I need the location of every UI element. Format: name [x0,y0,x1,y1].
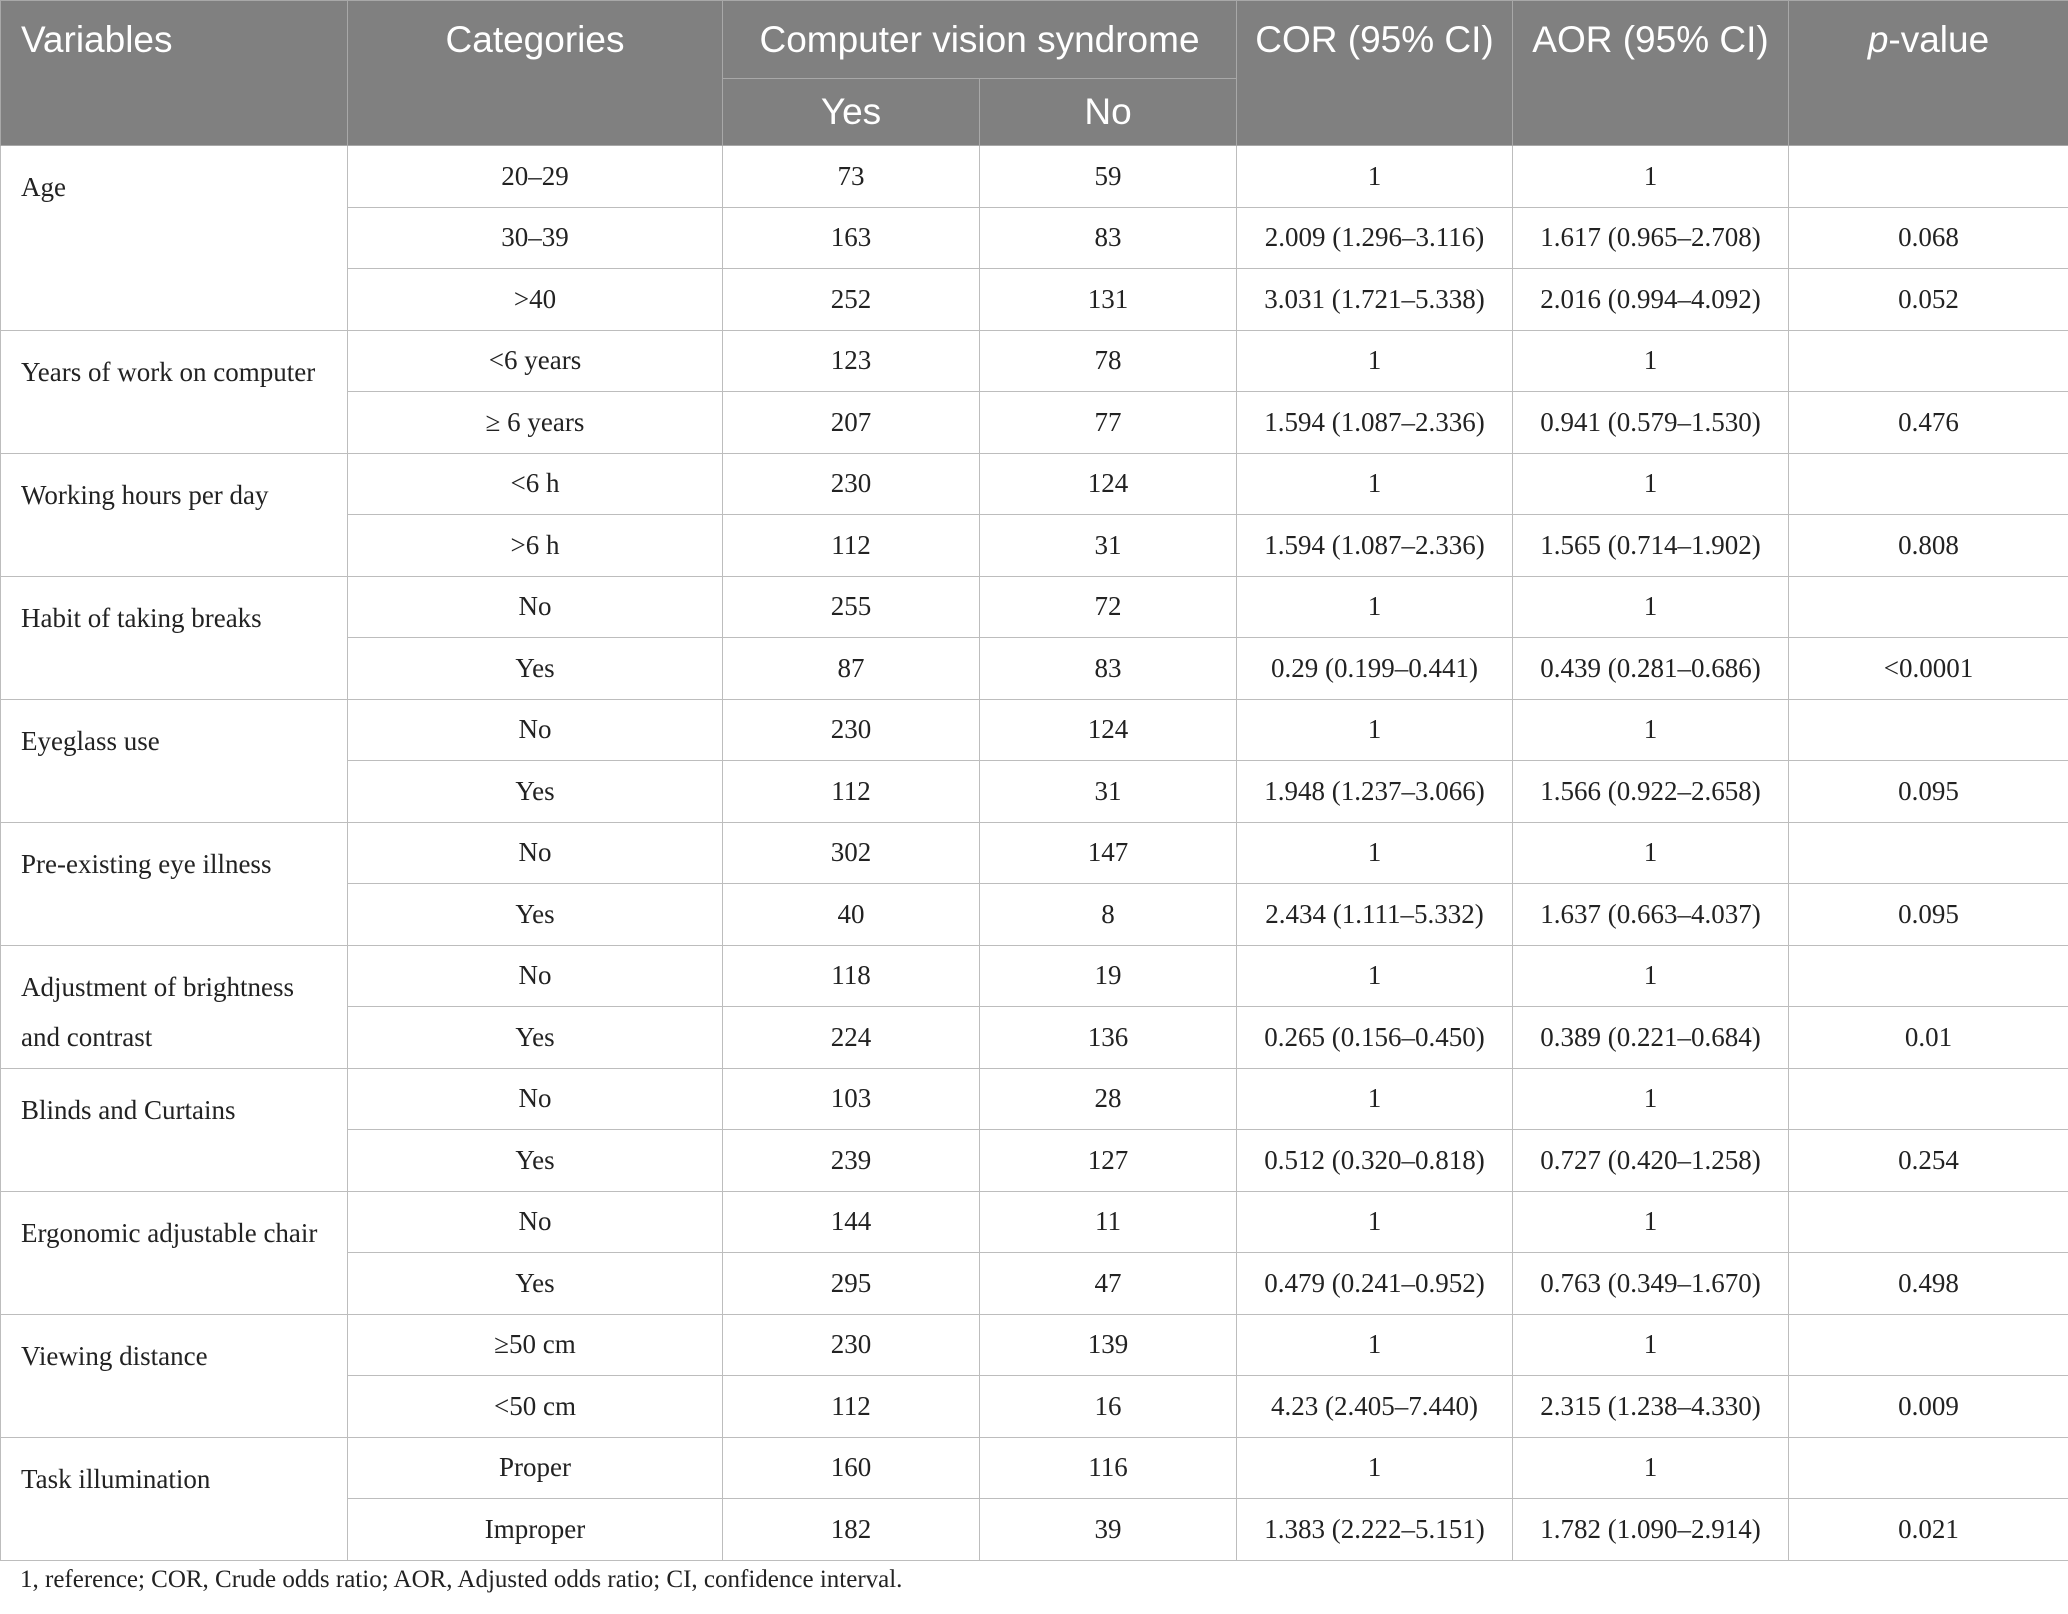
no-count-cell: 16 [980,1376,1237,1438]
no-count-cell: 83 [980,638,1237,700]
aor-cell: 2.315 (1.238–4.330) [1513,1376,1789,1438]
aor-cell: 1.637 (0.663–4.037) [1513,884,1789,946]
pvalue-cell: 0.254 [1789,1130,2068,1192]
no-count-cell: 47 [980,1253,1237,1315]
no-count-cell: 31 [980,761,1237,823]
category-cell: Yes [348,884,723,946]
aor-cell: 1 [1513,1191,1789,1253]
category-cell: >6 h [348,515,723,577]
yes-count-cell: 182 [723,1499,980,1561]
no-count-cell: 116 [980,1437,1237,1499]
table-footnote: 1, reference; COR, Crude odds ratio; AOR, Adjusted odds ratio; CI, confidence interval. [20,1566,903,1593]
cor-cell: 0.512 (0.320–0.818) [1237,1130,1513,1192]
pvalue-cell [1789,146,2068,208]
no-count-cell: 72 [980,576,1237,638]
pvalue-cell: 0.808 [1789,515,2068,577]
variable-cell: Pre-existing eye illness [1,822,348,945]
variable-cell: Viewing distance [1,1314,348,1437]
cor-cell: 1 [1237,1437,1513,1499]
variable-cell: Adjustment of brightness and contrast [1,945,348,1068]
yes-count-cell: 163 [723,207,980,269]
no-count-cell: 31 [980,515,1237,577]
no-count-cell: 28 [980,1068,1237,1130]
category-cell: ≥ 6 years [348,392,723,454]
aor-cell: 0.727 (0.420–1.258) [1513,1130,1789,1192]
yes-count-cell: 87 [723,638,980,700]
header-no: No [980,79,1237,146]
pvalue-cell [1789,1068,2068,1130]
pvalue-cell: 0.009 [1789,1376,2068,1438]
category-cell: ≥50 cm [348,1314,723,1376]
pvalue-cell [1789,1437,2068,1499]
header-categories: Categories [348,1,723,146]
aor-cell: 0.439 (0.281–0.686) [1513,638,1789,700]
no-count-cell: 83 [980,207,1237,269]
pvalue-cell [1789,576,2068,638]
variable-cell: Eyeglass use [1,699,348,822]
cor-cell: 0.265 (0.156–0.450) [1237,1007,1513,1069]
pvalue-cell: 0.021 [1789,1499,2068,1561]
category-cell: No [348,576,723,638]
pvalue-cell: 0.476 [1789,392,2068,454]
yes-count-cell: 144 [723,1191,980,1253]
aor-cell: 1 [1513,1437,1789,1499]
aor-cell: 2.016 (0.994–4.092) [1513,269,1789,331]
category-cell: No [348,699,723,761]
table-row [1,146,2068,208]
category-cell: <6 years [348,330,723,392]
yes-count-cell: 230 [723,453,980,515]
table-header [1,1,2068,146]
pvalue-cell [1789,330,2068,392]
no-count-cell: 8 [980,884,1237,946]
no-count-cell: 124 [980,699,1237,761]
cor-cell: 2.434 (1.111–5.332) [1237,884,1513,946]
category-cell: Proper [348,1437,723,1499]
no-count-cell: 136 [980,1007,1237,1069]
no-count-cell: 139 [980,1314,1237,1376]
variable-cell: Ergonomic adjustable chair [1,1191,348,1314]
yes-count-cell: 224 [723,1007,980,1069]
cor-cell: 0.479 (0.241–0.952) [1237,1253,1513,1315]
cor-cell: 1 [1237,1191,1513,1253]
aor-cell: 1 [1513,945,1789,1007]
table-row [1,1068,2068,1130]
yes-count-cell: 160 [723,1437,980,1499]
cor-cell: 1 [1237,146,1513,208]
pvalue-cell: 0.052 [1789,269,2068,331]
cor-cell: 1.383 (2.222–5.151) [1237,1499,1513,1561]
category-cell: >40 [348,269,723,331]
no-count-cell: 147 [980,822,1237,884]
table-row [1,699,2068,761]
yes-count-cell: 230 [723,699,980,761]
cor-cell: 1 [1237,1314,1513,1376]
header-cor: COR (95% CI) [1237,1,1513,146]
pvalue-cell: 0.068 [1789,207,2068,269]
header-aor: AOR (95% CI) [1513,1,1789,146]
category-cell: 20–29 [348,146,723,208]
pvalue-cell: 0.095 [1789,761,2068,823]
yes-count-cell: 112 [723,761,980,823]
table-row [1,453,2068,515]
header-pvalue-italic: p [1867,19,1889,60]
yes-count-cell: 295 [723,1253,980,1315]
category-cell: Yes [348,761,723,823]
aor-cell: 1 [1513,146,1789,208]
no-count-cell: 131 [980,269,1237,331]
no-count-cell: 77 [980,392,1237,454]
category-cell: <6 h [348,453,723,515]
variable-cell: Age [1,146,348,331]
pvalue-cell [1789,822,2068,884]
cor-cell: 1 [1237,699,1513,761]
no-count-cell: 11 [980,1191,1237,1253]
no-count-cell: 124 [980,453,1237,515]
cor-cell: 4.23 (2.405–7.440) [1237,1376,1513,1438]
table-row [1,822,2068,884]
variable-cell: Habit of taking breaks [1,576,348,699]
no-count-cell: 78 [980,330,1237,392]
aor-cell: 1.617 (0.965–2.708) [1513,207,1789,269]
yes-count-cell: 103 [723,1068,980,1130]
cor-cell: 1 [1237,453,1513,515]
pvalue-cell: 0.095 [1789,884,2068,946]
table-body [1,146,2068,1561]
no-count-cell: 39 [980,1499,1237,1561]
header-pvalue-rest: -value [1888,19,1990,60]
category-cell: No [348,1068,723,1130]
cor-cell: 1 [1237,576,1513,638]
pvalue-cell [1789,945,2068,1007]
variable-cell: Years of work on computer [1,330,348,453]
category-cell: No [348,945,723,1007]
yes-count-cell: 40 [723,884,980,946]
cor-cell: 3.031 (1.721–5.338) [1237,269,1513,331]
table-row [1,330,2068,392]
table-row [1,576,2068,638]
pvalue-cell [1789,1314,2068,1376]
aor-cell: 1 [1513,330,1789,392]
cor-cell: 1 [1237,945,1513,1007]
header-pvalue [1789,1,2068,146]
category-cell: No [348,822,723,884]
yes-count-cell: 207 [723,392,980,454]
header-cvs: Computer vision syndrome [723,1,1237,79]
aor-cell: 1 [1513,453,1789,515]
cor-cell: 0.29 (0.199–0.441) [1237,638,1513,700]
cor-cell: 1 [1237,330,1513,392]
table-row [1,1314,2068,1376]
cor-cell: 1.594 (1.087–2.336) [1237,515,1513,577]
aor-cell: 1.566 (0.922–2.658) [1513,761,1789,823]
pvalue-cell: <0.0001 [1789,638,2068,700]
yes-count-cell: 230 [723,1314,980,1376]
yes-count-cell: 112 [723,515,980,577]
cor-cell: 1.948 (1.237–3.066) [1237,761,1513,823]
yes-count-cell: 118 [723,945,980,1007]
header-yes: Yes [723,79,980,146]
table-row [1,1191,2068,1253]
cor-cell: 2.009 (1.296–3.116) [1237,207,1513,269]
cor-cell: 1 [1237,822,1513,884]
category-cell: No [348,1191,723,1253]
variable-cell: Working hours per day [1,453,348,576]
category-cell: 30–39 [348,207,723,269]
cor-cell: 1 [1237,1068,1513,1130]
no-count-cell: 19 [980,945,1237,1007]
aor-cell: 1 [1513,699,1789,761]
aor-cell: 0.389 (0.221–0.684) [1513,1007,1789,1069]
aor-cell: 1 [1513,1068,1789,1130]
yes-count-cell: 239 [723,1130,980,1192]
category-cell: Yes [348,1007,723,1069]
variable-cell: Task illumination [1,1437,348,1560]
aor-cell: 0.941 (0.579–1.530) [1513,392,1789,454]
yes-count-cell: 112 [723,1376,980,1438]
no-count-cell: 59 [980,146,1237,208]
table-row [1,1437,2068,1499]
pvalue-cell [1789,453,2068,515]
category-cell: Yes [348,1130,723,1192]
category-cell: <50 cm [348,1376,723,1438]
no-count-cell: 127 [980,1130,1237,1192]
aor-cell: 1 [1513,822,1789,884]
yes-count-cell: 73 [723,146,980,208]
pvalue-cell [1789,1191,2068,1253]
category-cell: Yes [348,1253,723,1315]
aor-cell: 1 [1513,1314,1789,1376]
aor-cell: 1 [1513,576,1789,638]
pvalue-cell: 0.01 [1789,1007,2068,1069]
yes-count-cell: 123 [723,330,980,392]
category-cell: Yes [348,638,723,700]
aor-cell: 1.565 (0.714–1.902) [1513,515,1789,577]
aor-cell: 0.763 (0.349–1.670) [1513,1253,1789,1315]
yes-count-cell: 252 [723,269,980,331]
yes-count-cell: 302 [723,822,980,884]
aor-cell: 1.782 (1.090–2.914) [1513,1499,1789,1561]
cor-cell: 1.594 (1.087–2.336) [1237,392,1513,454]
pvalue-cell [1789,699,2068,761]
pvalue-cell: 0.498 [1789,1253,2068,1315]
category-cell: Improper [348,1499,723,1561]
table-row [1,945,2068,1007]
header-variables: Variables [1,1,348,146]
yes-count-cell: 255 [723,576,980,638]
variable-cell: Blinds and Curtains [1,1068,348,1191]
